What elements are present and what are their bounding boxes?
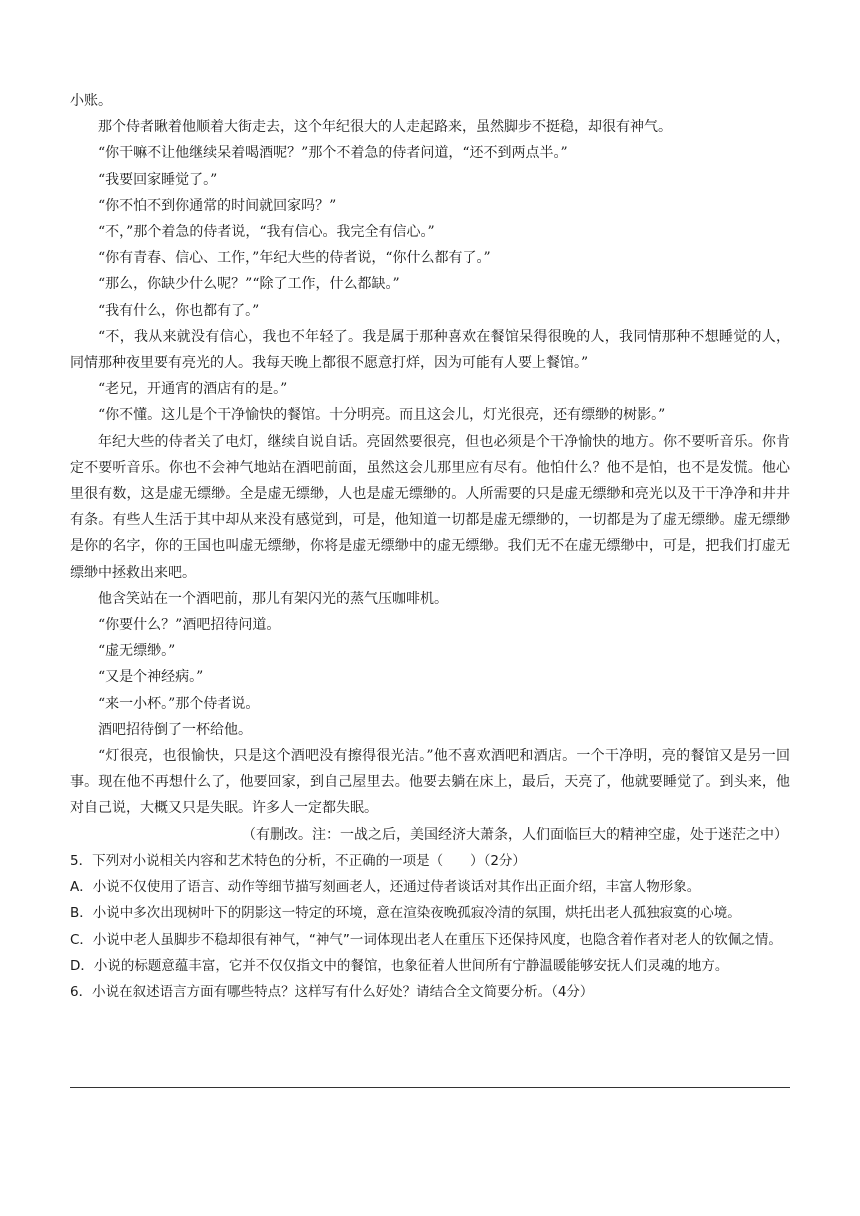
question-5-option-b: B．小说中多次出现树叶下的阴影这一特定的环境，意在渲染夜晚孤寂冷清的氛围，烘托出老人孤独寂寞的心境。 bbox=[70, 905, 741, 922]
story-paragraph: 那个侍者瞅着他顺着大街走去，这个年纪很大的人走起路来，虽然脚步不挺稳，却很有神气。 bbox=[98, 119, 672, 136]
story-paragraph: “你干嘛不让他继续呆着喝酒呢？”那个不着急的侍者问道，“还不到两点半。” bbox=[98, 145, 568, 162]
question-6-stem: 6．小说在叙述语言方面有哪些特点？这样写有什么好处？请结合全文简要分析。（4分） bbox=[70, 983, 594, 1000]
story-paragraph: “老兄，开通宵的酒店有的是。” bbox=[98, 381, 288, 398]
story-paragraph: “你不懂。这儿是个干净愉快的餐馆。十分明亮。而且这会儿，灯光很亮，还有缥缈的树影。” bbox=[98, 407, 666, 424]
question-5-option-c: C．小说中老人虽脚步不稳却很有神气，“神气”一词体现出老人在重压下还保持风度，也隐含着作者对老人的钦佩之情。 bbox=[70, 931, 782, 948]
answer-line bbox=[70, 1087, 790, 1088]
story-paragraph: “来一小杯。”那个侍者说。 bbox=[98, 695, 260, 712]
story-paragraph: “那么，你缺少什么呢？”“除了工作，什么都缺。” bbox=[98, 276, 400, 293]
story-paragraph: “又是个神经病。” bbox=[98, 669, 204, 686]
story-paragraph: “你要什么？”酒吧招待问道。 bbox=[98, 617, 281, 634]
story-paragraph: “我有什么，你也都有了。” bbox=[98, 302, 260, 319]
document-page bbox=[70, 88, 790, 1005]
question-5-option-a: A．小说不仅使用了语言、动作等细节描写刻画老人，还通过侍者谈话对其作出正面介绍，丰富人物形象。 bbox=[70, 879, 701, 896]
story-paragraph: 酒吧招待倒了一杯给他。 bbox=[98, 721, 252, 738]
story-paragraph: “灯很亮，也很愉快，只是这个酒吧没有擦得很光洁。”他不喜欢酒吧和酒店。一个干净明，亮的餐馆又是另一回事。现在他不再想什么了，他要回家，到自己屋里去。他要去躺在床上，最后，天亮了，他就要睡觉了。到头来，他对自己说，大概又只是失眠。许多人一定都失眠。 bbox=[70, 748, 790, 817]
story-paragraph: 他含笑站在一个酒吧前，那儿有架闪光的蒸气压咖啡机。 bbox=[98, 590, 448, 607]
story-paragraph: “我要回家睡觉了。” bbox=[98, 171, 218, 188]
source-note: （有删改。注：一战之后，美国经济大萧条，人们面临巨大的精神空虚，处于迷茫之中） bbox=[242, 826, 788, 843]
story-paragraph: 年纪大些的侍者关了电灯，继续自说自话。亮固然要很亮，但也必须是个干净愉快的地方。你不要听音乐。你肯定不要听音乐。你也不会神气地站在酒吧前面，虽然这会儿那里应有尽有。他怕什么？他不是怕，也不是发慌。他心里很有数，这是虚无缥缈。全是虚无缥缈，人也是虚无缥缈的。人所需要的只是虚无缥缈和亮光以及干干净净和井井有条。有些人生活于其中却从来没有感觉到，可是，他知道一切都是虚无缥缈的，一切都是为了虚无缥缈。虚无缥缈是你的名字，你的王国也叫虚无缥缈，你将是虚无缥缈中的虚无缥缈。我们无不在虚无缥缈中，可是，把我们打虚无缥缈中拯救出来吧。 bbox=[70, 433, 790, 581]
story-paragraph: “虚无缥缈。” bbox=[98, 643, 176, 660]
story-paragraph: “你有青春、信心、工作，”年纪大些的侍者说，“你什么都有了。” bbox=[98, 250, 491, 267]
story-paragraph: “不，我从来就没有信心，我也不年轻了。我是属于那种喜欢在餐馆呆得很晚的人，我同情那种不想睡觉的人，同情那种夜里要有亮光的人。我每天晚上都很不愿意打烊，因为可能有人要上餐馆。” bbox=[70, 328, 790, 372]
question-5-option-d: D．小说的标题意蕴丰富，它并不仅仅指文中的餐馆，也象征着人世间所有宁静温暖能够安抚人们灵魂的地方。 bbox=[70, 957, 729, 974]
question-5-stem: 5．下列对小说相关内容和艺术特色的分析，不正确的一项是（ ）（2分） bbox=[70, 852, 526, 869]
story-paragraph: 小账。 bbox=[70, 93, 112, 109]
story-paragraph: “你不怕不到你通常的时间就回家吗？” bbox=[98, 197, 337, 214]
story-paragraph: “不，”那个着急的侍者说，“我有信心。我完全有信心。” bbox=[98, 224, 435, 241]
